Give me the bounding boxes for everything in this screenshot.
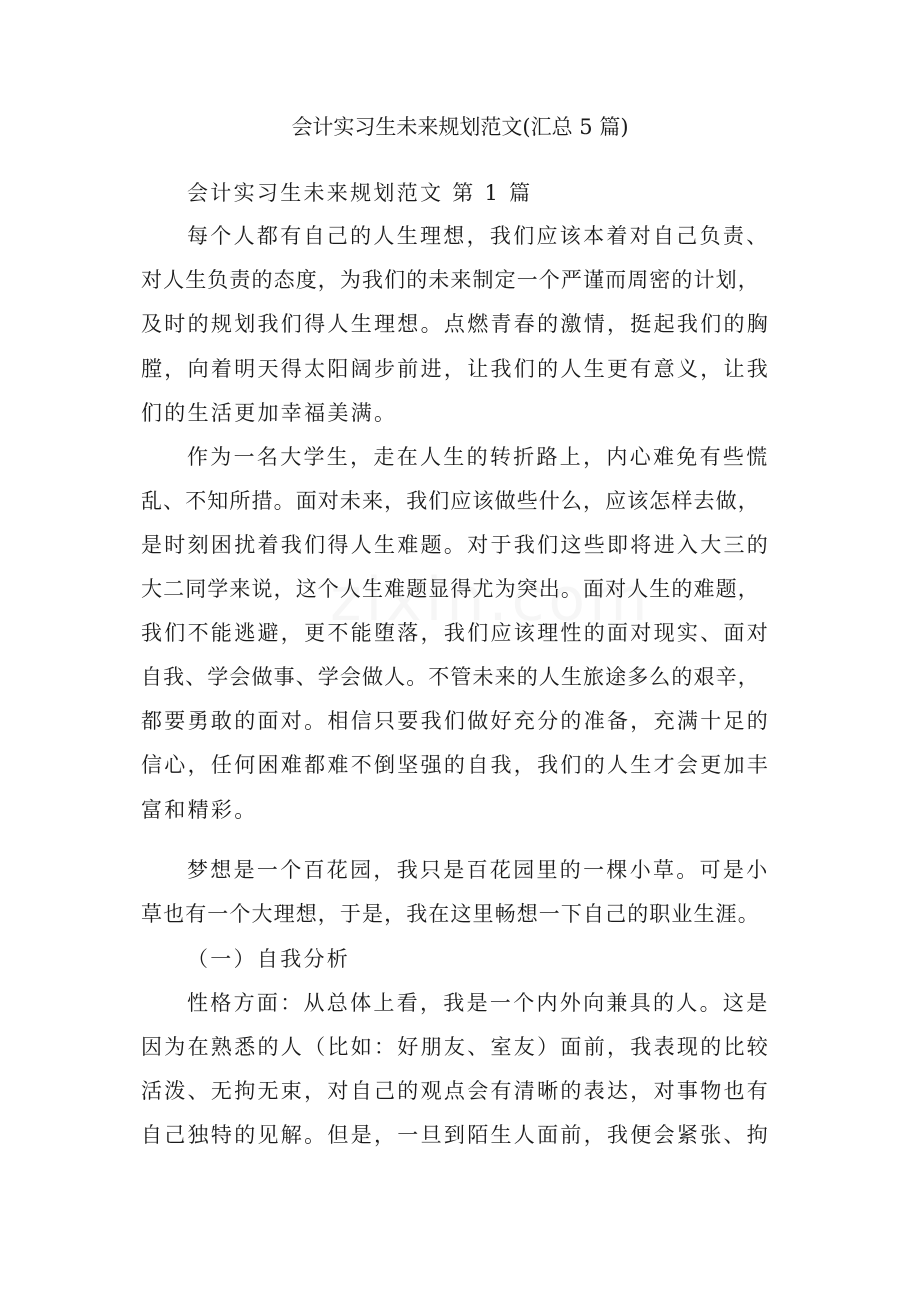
paragraph-line: 活泼、无拘无束，对自己的观点会有清晰的表达，对事物也有 xyxy=(141,1079,771,1103)
document-title: 会计实习生未来规划范文(汇总 5 篇) xyxy=(291,115,629,139)
paragraph-line: 膛，向着明天得太阳阔步前进，让我们的人生更有意义，让我 xyxy=(141,357,771,381)
paragraph-line: 对人生负责的态度，为我们的未来制定一个严谨而周密的计划， xyxy=(141,268,760,292)
paragraph-line: 性格方面：从总体上看，我是一个内外向兼具的人。这是 xyxy=(187,991,770,1015)
paragraph-line: 自己独特的见解。但是，一旦到陌生人面前，我便会紧张、拘 xyxy=(141,1123,771,1147)
paragraph-line: 每个人都有自己的人生理想，我们应该本着对自己负责、 xyxy=(187,224,770,248)
paragraph-line: 富和精彩。 xyxy=(141,798,258,822)
section-heading: 会计实习生未来规划范文 第 1 篇 xyxy=(187,181,533,205)
paragraph-line: 我们不能逃避，更不能堕落，我们应该理性的面对现实、面对 xyxy=(141,621,771,645)
paragraph-line: 因为在熟悉的人（比如：好朋友、室友）面前，我表现的比较 xyxy=(141,1035,771,1059)
paragraph-line: 梦想是一个百花园，我只是百花园里的一棵小草。可是小 xyxy=(187,858,770,882)
paragraph-line: 是时刻困扰着我们得人生难题。对于我们这些即将进入大三的 xyxy=(141,533,771,557)
paragraph-line: 大二同学来说，这个人生难题显得尤为突出。面对人生的难题， xyxy=(141,577,760,601)
paragraph-line: 乱、不知所措。面对未来，我们应该做些什么，应该怎样去做， xyxy=(141,489,760,513)
paragraph-line: 信心，任何困难都难不倒坚强的自我，我们的人生才会更加丰 xyxy=(141,753,771,777)
subsection-heading: （一）自我分析 xyxy=(187,947,351,971)
paragraph-line: 及时的规划我们得人生理想。点燃青春的激情，挺起我们的胸 xyxy=(141,312,771,336)
paragraph-line: 自我、学会做事、学会做人。不管未来的人生旅途多么的艰辛， xyxy=(141,665,760,689)
paragraph-line: 作为一名大学生，走在人生的转折路上，内心难免有些慌 xyxy=(187,445,770,469)
paragraph-line: 们的生活更加幸福美满。 xyxy=(141,401,398,425)
paragraph-line: 草也有一个大理想，于是，我在这里畅想一下自己的职业生涯。 xyxy=(141,902,760,926)
paragraph-line: 都要勇敢的面对。相信只要我们做好充分的准备，充满十足的 xyxy=(141,709,771,733)
